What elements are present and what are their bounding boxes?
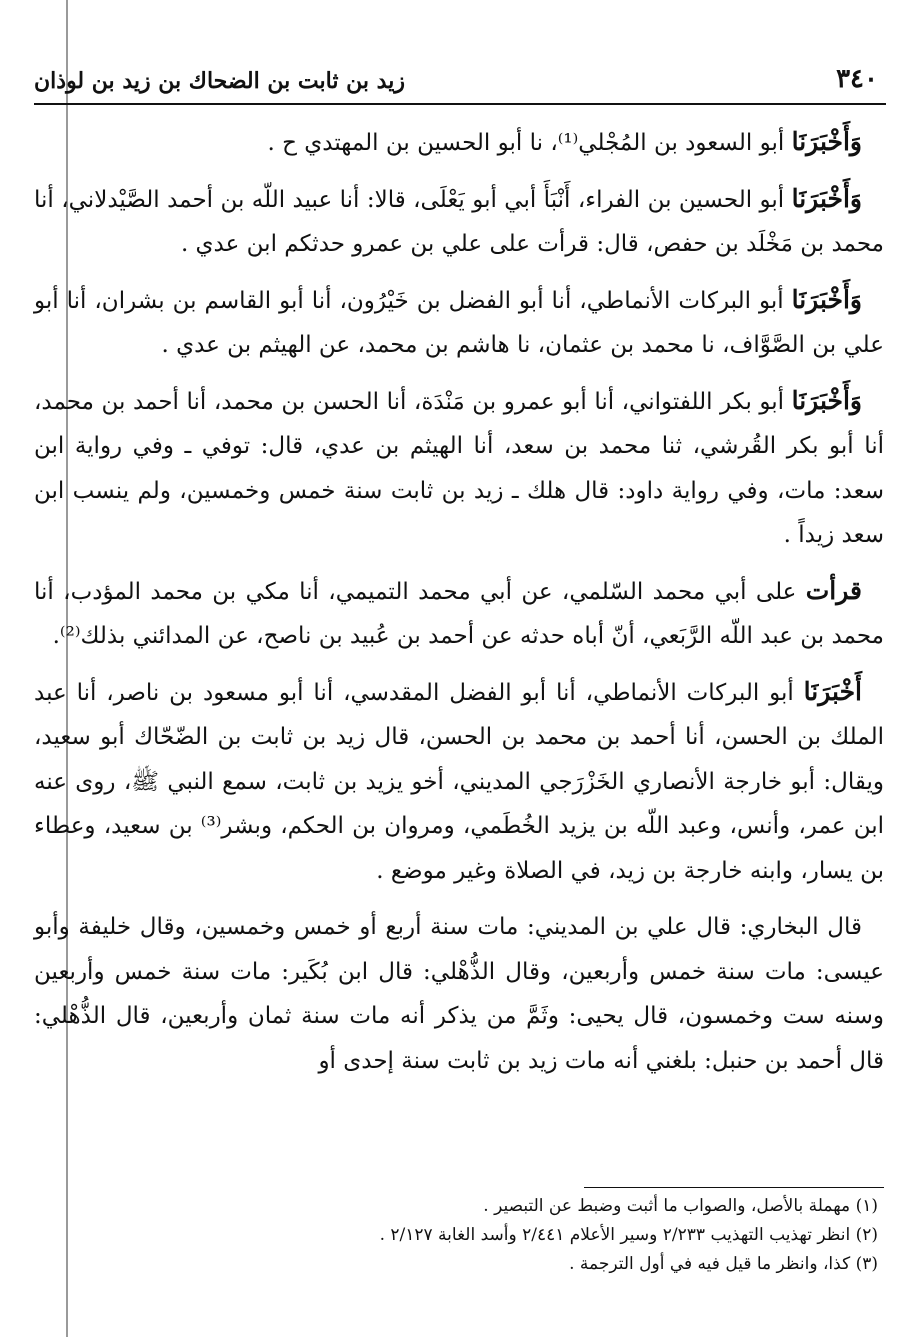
paragraph-text: على أبي محمد السّلمي، عن أبي محمد التميمي، أنا مكي بن محمد المؤدب، أنا محمد بن عبد اللّه الرَّبَعي، أنّ أباه حدثه عن أحمد بن عُبيد بن ناصح، عن المدائني بذلك⁽²⁾. bbox=[34, 578, 884, 649]
paragraph-lead: وَأَخْبَرَنَا bbox=[791, 127, 862, 156]
paragraph-text: أبو السعود بن المُجْلي⁽¹⁾، نا أبو الحسين بن المهتدي ح . bbox=[267, 130, 792, 156]
paragraph bbox=[34, 379, 884, 558]
header-divider bbox=[34, 103, 886, 105]
paragraph-text: قال البخاري: قال علي بن المديني: مات سنة أربع أو خمس وخمسين، وقال خليفة وأبو عيسى: مات سنة خمس وأربعين، وقال الذُّهْلي: قال ابن بُكَير: مات سنة خمس وأربعين وسنه ست وخمسون، قال يحيى: وثَمَّ من يذكر أنه مات سنة ثمان وأربعين، قال الذُّهْلي: قال أحمد بن حنبل: بلغني أنه مات زيد بن ثابت سنة إحدى أو bbox=[34, 914, 884, 1074]
paragraph-lead: وَأَخْبَرَنَا bbox=[791, 284, 862, 314]
paragraph bbox=[34, 120, 884, 166]
footnotes bbox=[34, 1192, 884, 1279]
paragraph-text: أبو البركات الأنماطي، أنا أبو الفضل المقدسي، أنا أبو مسعود بن ناصر، أنا عبد الملك بن الحسن، أنا أحمد بن محمد بن الحسن، قال زيد بن ثابت بن الضّحّاك أبو سعيد، ويقال: أبو خارجة الأنصاري الخَزْرَجي المديني، أخو يزيد بن ثابت، سمع النبي ﷺ، روى عنه ابن عمر، وأنس، وعبد اللّه بن يزيد الخُطَمي، ومروان بن الحكم، وبشر⁽³⁾ بن سعيد، وعطاء بن يسار، وابنه خارجة بن زيد، في الصلاة وغير موضع . bbox=[34, 679, 884, 884]
paragraph bbox=[34, 278, 884, 368]
footnote: (١) مهملة بالأصل، والصواب ما أثبت وضبط عن التبصير . bbox=[483, 1196, 878, 1216]
paragraph-lead: أَخْبَرَنَا bbox=[803, 676, 862, 706]
footnote-divider bbox=[584, 1187, 884, 1188]
footnote: (٢) انظر تهذيب التهذيب ٢/٢٣٣ وسير الأعلام ٢/٤٤١ وأسد الغابة ٢/١٢٧ . bbox=[379, 1225, 878, 1245]
paragraph bbox=[34, 177, 884, 267]
page-header bbox=[34, 62, 886, 102]
main-text bbox=[34, 120, 884, 1094]
paragraph-text: أبو بكر اللفتواني، أنا أبو عمرو بن مَنْدَة، أنا الحسن بن محمد، أنا أحمد بن محمد، أنا أبو بكر القُرشي، ثنا محمد بن سعد، أنا الهيثم بن عدي، قال: توفي ـ وفي رواية ابن سعد: مات، وفي رواية داود: قال هلك ـ زيد بن ثابت سنة خمس وخمسين، ولم ينسب ابن سعد زيداً . bbox=[34, 388, 884, 548]
running-title: زيد بن ثابت بن الضحاك بن زيد بن لوذان bbox=[34, 68, 405, 94]
paragraph-text: أبو البركات الأنماطي، أنا أبو الفضل بن خَيْرُون، أنا أبو القاسم بن بشران، أنا أبو علي بن الصَّوَّاف، نا محمد بن عثمان، نا هاشم بن محمد، عن الهيثم بن عدي . bbox=[34, 287, 884, 358]
footnote: (٣) كذا، وانظر ما قيل فيه في أول الترجمة . bbox=[569, 1254, 878, 1274]
page-number: ٣٤٠ bbox=[836, 64, 878, 94]
paragraph-lead: وَأَخْبَرَنَا bbox=[791, 183, 862, 213]
paragraph bbox=[34, 569, 884, 659]
paragraph-lead: قرأت bbox=[805, 575, 862, 605]
paragraph-lead: وَأَخْبَرَنَا bbox=[791, 385, 862, 415]
paragraph bbox=[34, 904, 884, 1083]
paragraph bbox=[34, 670, 884, 894]
paragraph-text: أبو الحسين بن الفراء، أَنْبَأَ أبي أبو يَعْلَى، قالا: أنا عبيد اللّه بن أحمد الصَّيْدلاني، أنا محمد بن مَخْلَد بن حفص، قال: قرأت على علي بن عمرو حدثكم ابن عدي . bbox=[34, 186, 884, 257]
